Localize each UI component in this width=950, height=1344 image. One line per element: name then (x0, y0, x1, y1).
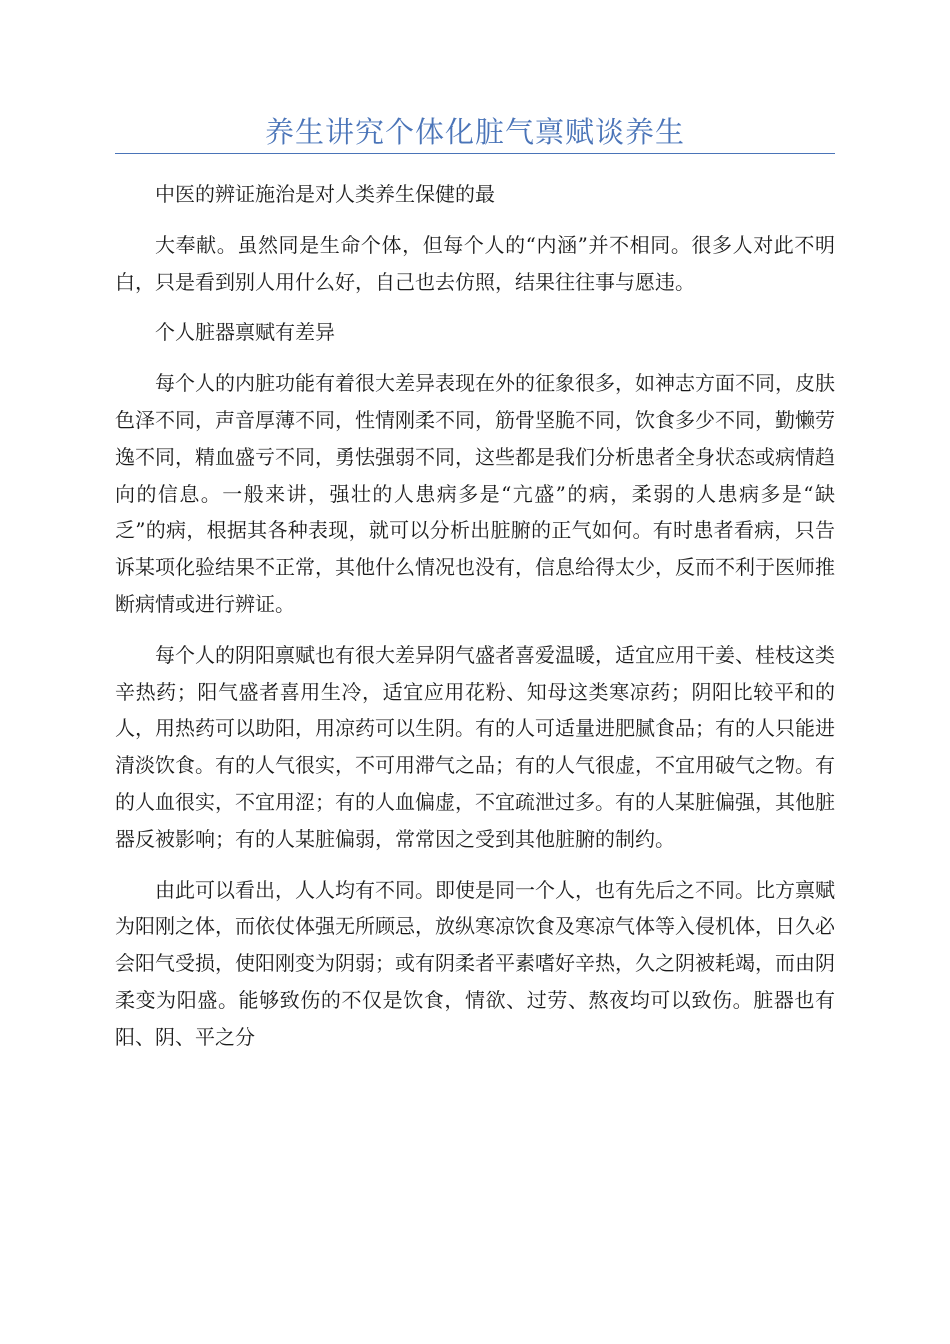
paragraph: 中医的辨证施治是对人类养生保健的最 (155, 182, 495, 206)
section-heading: 个人脏器禀赋有差异 (155, 320, 335, 345)
paragraph: 大奉献。虽然同是生命个体，但每个人的“内涵”并不相同。很多人对此不明白，只是看到别人用什么好，自己也去仿照，结果往往事与愿违。 (115, 232, 835, 294)
title-underline (115, 153, 835, 154)
document-title: 养生讲究个体化脏气禀赋谈养生 (264, 115, 685, 149)
paragraph: 由此可以看出，人人均有不同。即使是同一个人，也有先后之不同。比方禀赋为阳刚之体，而依仗体强无所顾忌，放纵寒凉饮食及寒凉气体等入侵机体，日久必会阳气受损，使阳刚变为阴弱；或有阴柔者平素嗜好辛热，久之阴被耗竭，而由阴柔变为阳盛。能够致伤的不仅是饮食，情欲、过劳、熬夜均可以致伤。脏器也有阳、阴、平之分 (115, 877, 835, 1049)
paragraph: 每个人的阴阳禀赋也有很大差异阴气盛者喜爱温暖，适宜应用干姜、桂枝这类辛热药；阳气盛者喜用生冷，适宜应用花粉、知母这类寒凉药；阴阳比较平和的人，用热药可以助阳，用凉药可以生阴。有的人可适量进肥腻食品；有的人只能进清淡饮食。有的人气很实，不可用滞气之品；有的人气很虚，不宜用破气之物。有的人血很实，不宜用涩；有的人血偏虚，不宜疏泄过多。有的人某脏偏强，其他脏器反被影响；有的人某脏偏弱，常常因之受到其他脏腑的制约。 (115, 642, 835, 851)
document-body (115, 176, 835, 1070)
paragraph: 每个人的内脏功能有着很大差异表现在外的征象很多，如神志方面不同，皮肤色泽不同，声音厚薄不同，性情刚柔不同，筋骨坚脆不同，饮食多少不同，勤懒劳逸不同，精血盛亏不同，勇怯强弱不同，这些都是我们分析患者全身状态或病情趋向的信息。一般来讲，强壮的人患病多是“亢盛”的病，柔弱的人患病多是“缺乏”的病，根据其各种表现，就可以分析出脏腑的正气如何。有时患者看病，只告诉某项化验结果不正常，其他什么情况也没有，信息给得太少，反而不利于医师推断病情或进行辨证。 (115, 371, 835, 616)
